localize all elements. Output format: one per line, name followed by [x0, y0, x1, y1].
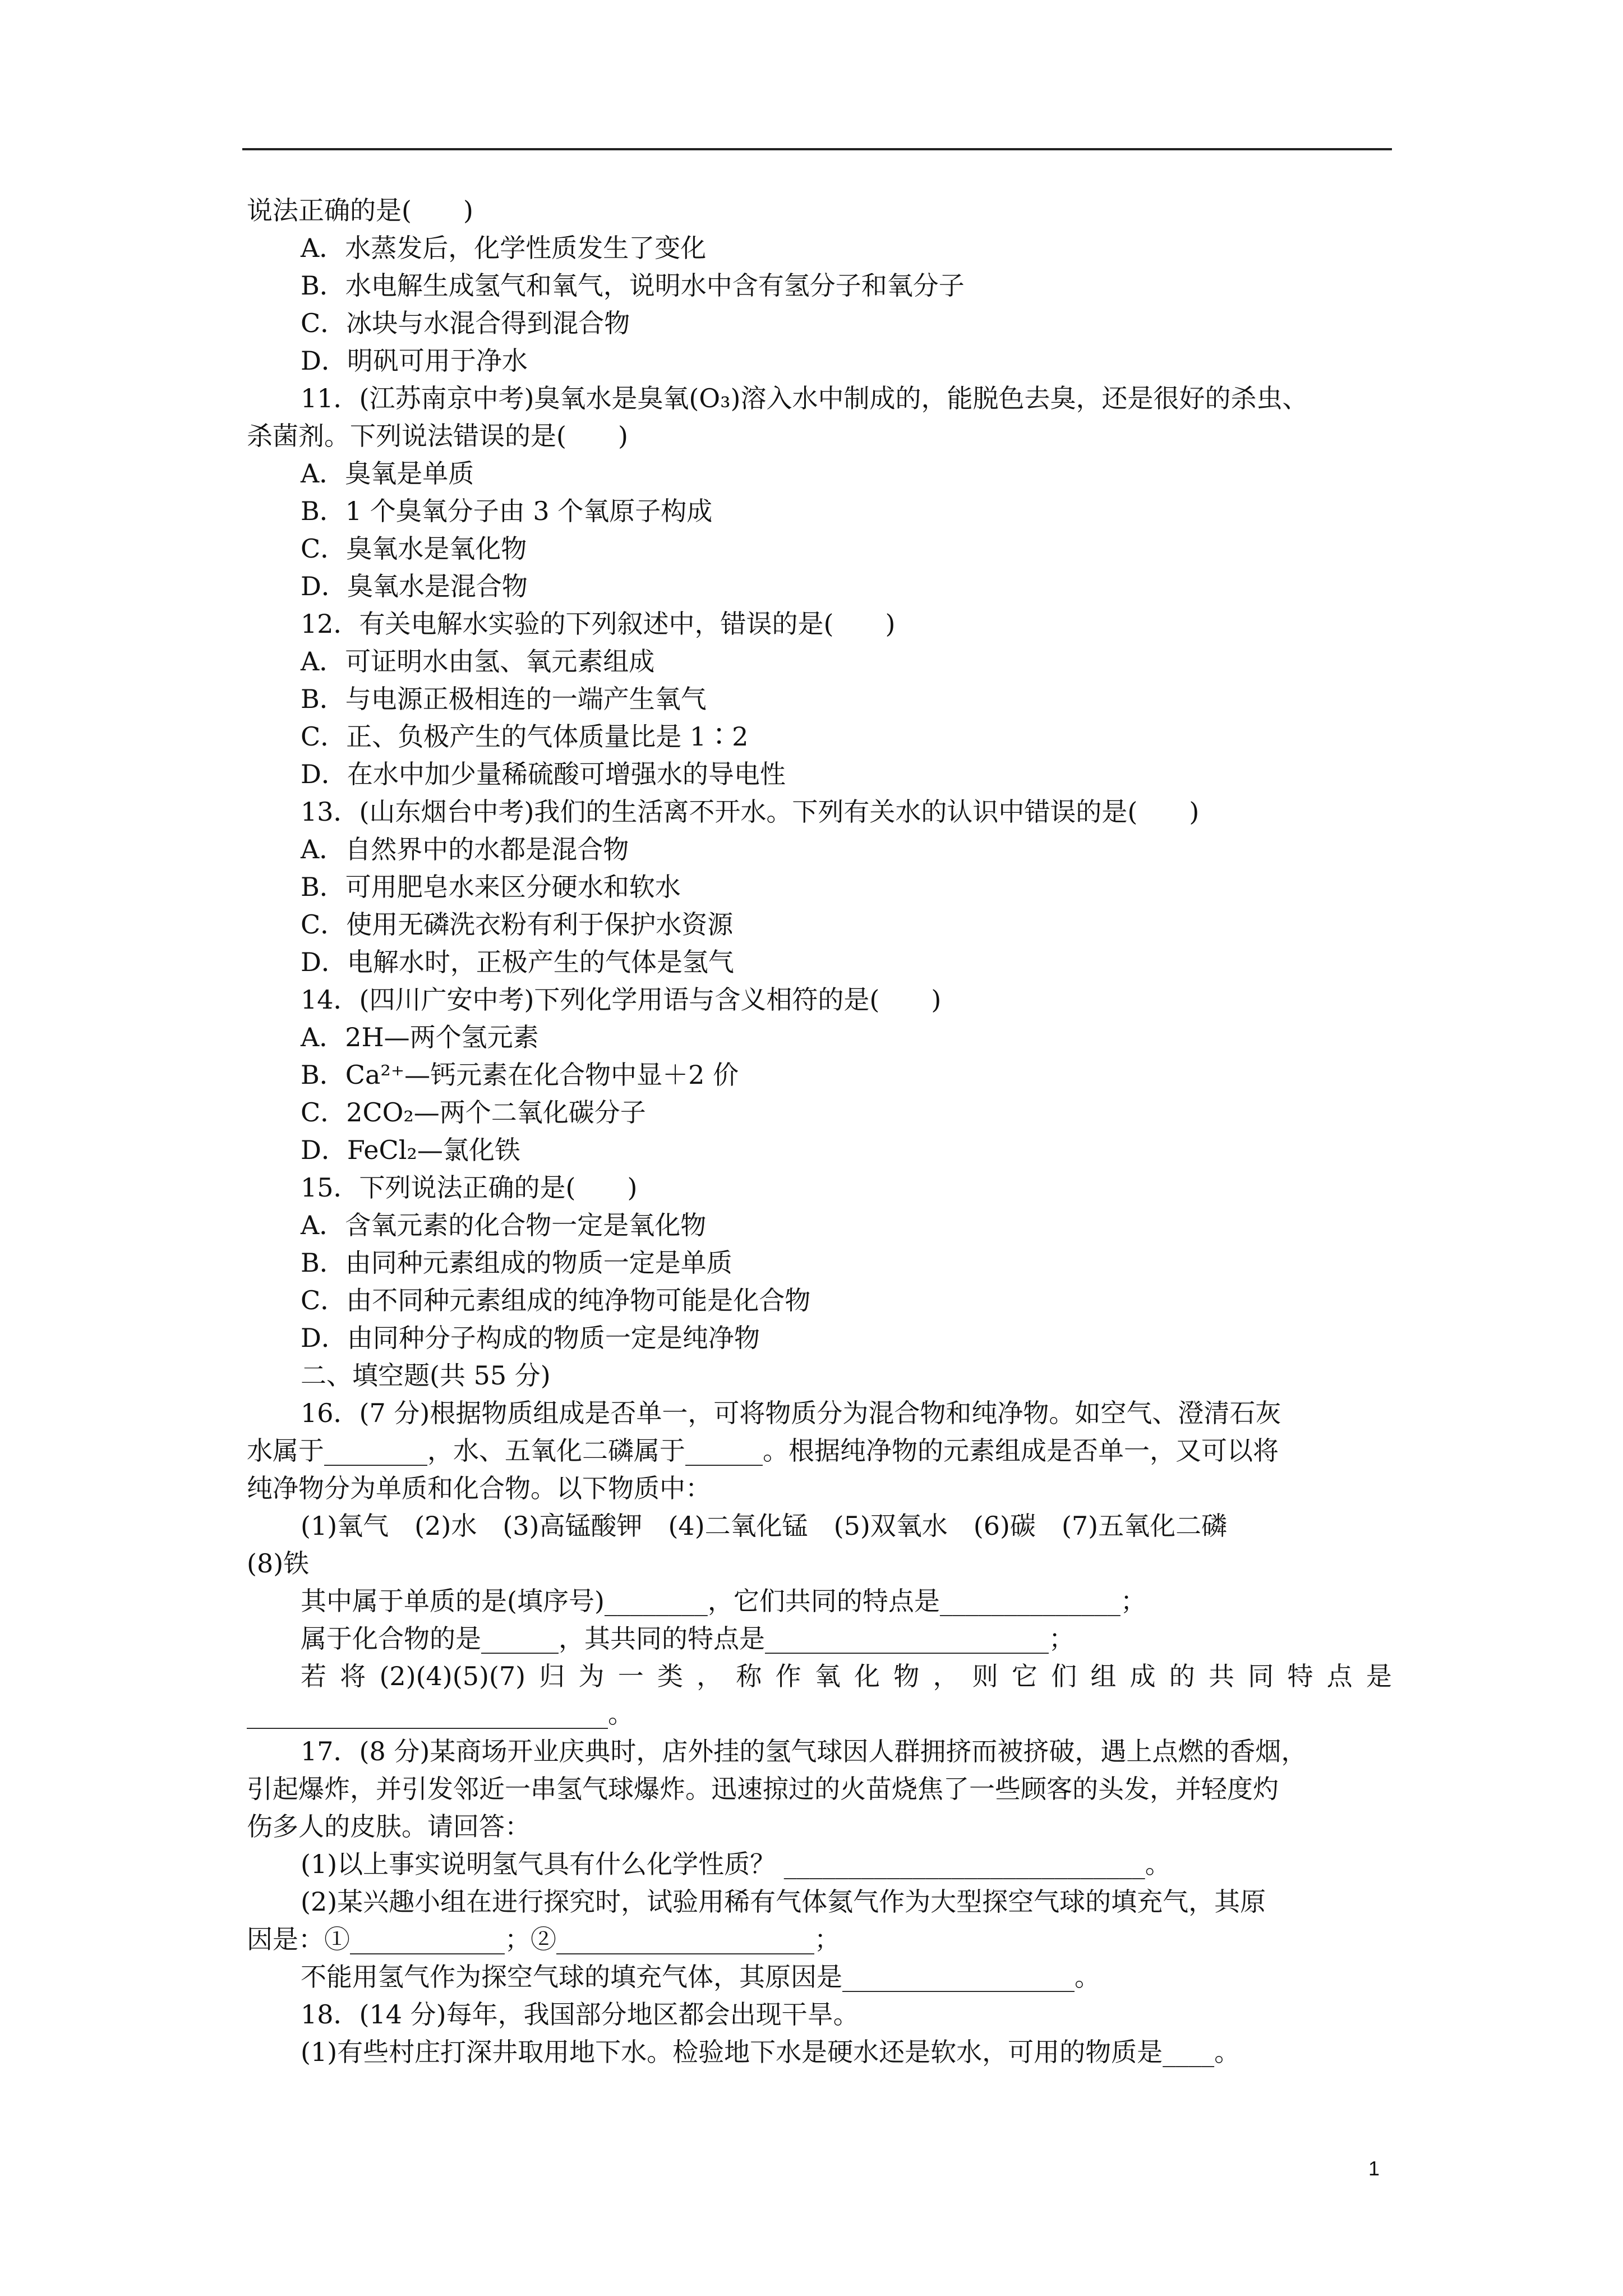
- justified-piece: 若: [301, 1661, 326, 1691]
- text-line: D．FeCl₂—氯化铁: [301, 1135, 520, 1165]
- page-number: 1: [1368, 2157, 1380, 2180]
- text-line: B．Ca²⁺—钙元素在化合物中显＋2 价: [301, 1060, 739, 1090]
- text-line: 14．(四川广安中考)下列化学用语与含义相符的是( ): [301, 984, 942, 1015]
- text-line: A．水蒸发后，化学性质发生了变化: [301, 233, 707, 263]
- text-line: C．正、负极产生的气体质量比是 1∶2: [301, 721, 749, 752]
- text-line: 不能用氢气作为探空气球的填充气体，其原因是__________________。: [301, 1962, 1100, 1992]
- justified-piece: 则: [972, 1661, 998, 1691]
- text-line: 其中属于单质的是(填序号)________，它们共同的特点是______________；: [301, 1586, 1146, 1616]
- text-line: A．自然界中的水都是混合物: [301, 834, 629, 864]
- justified-piece: 称: [736, 1661, 762, 1691]
- justified-piece: 它: [1011, 1661, 1038, 1691]
- text-line: 引起爆炸，并引发邻近一串氢气球爆炸。迅速掠过的火苗烧焦了一些顾客的头发，并轻度灼: [247, 1774, 1279, 1804]
- text-line: 属于化合物的是______，其共同的特点是______________________；: [301, 1623, 1075, 1654]
- text-line: (1)氧气 (2)水 (3)高锰酸钾 (4)二氧化锰 (5)双氧水 (6)碳 (7)五氧化二磷: [301, 1511, 1228, 1541]
- text-line: A．臭氧是单质: [301, 458, 474, 489]
- justified-piece: 特: [1287, 1661, 1313, 1691]
- justified-piece: ，: [697, 1661, 723, 1691]
- text-line: 二、填空题(共 55 分): [301, 1360, 551, 1391]
- text-line: C．由不同种元素组成的纯净物可能是化合物: [301, 1285, 811, 1315]
- text-line: C．使用无磷洗衣粉有利于保护水资源: [301, 909, 734, 940]
- header-rule: [242, 148, 1392, 150]
- text-line: 伤多人的皮肤。请回答：: [247, 1811, 531, 1842]
- text-line: 说法正确的是( ): [247, 195, 473, 226]
- text-line: A．可证明水由氢、氧元素组成: [301, 646, 655, 677]
- text-line: B．可用肥皂水来区分硬水和软水: [301, 872, 681, 902]
- text-line: 纯净物分为单质和化合物。以下物质中：: [247, 1473, 711, 1503]
- text-line: (1)有些村庄打深井取用地下水。检验地下水是硬水还是软水，可用的物质是____。: [301, 2037, 1241, 2067]
- text-line: 16．(7 分)根据物质组成是否单一，可将物质分为混合物和纯净物。如空气、澄清石灰: [301, 1398, 1281, 1428]
- text-line: ____________________________。: [247, 1699, 634, 1729]
- text-line: 12．有关电解水实验的下列叙述中，错误的是( ): [301, 609, 896, 639]
- text-line: 18．(14 分)每年，我国部分地区都会出现干旱。: [301, 1999, 859, 2030]
- text-line: C．臭氧水是氧化物: [301, 533, 527, 564]
- justified-piece: 的: [1169, 1661, 1195, 1691]
- justified-piece: (2)(4)(5)(7): [379, 1661, 526, 1691]
- text-line: 水属于________，水、五氧化二磷属于______。根据纯净物的元素组成是否单一，又可以将: [247, 1435, 1279, 1466]
- text-line: B．水电解生成氢气和氧气，说明水中含有氢分子和氧分子: [301, 270, 965, 301]
- justified-piece: ，: [933, 1661, 959, 1691]
- justified-piece: 物: [893, 1661, 920, 1691]
- text-line: 杀菌剂。下列说法错误的是( ): [247, 421, 628, 451]
- justified-piece: 一: [617, 1661, 644, 1691]
- text-line: (8)铁: [247, 1548, 310, 1579]
- text-line: A．2H—两个氢元素: [301, 1022, 539, 1052]
- text-line: B．与电源正极相连的一端产生氧气: [301, 684, 707, 714]
- text-line: (1)以上事实说明氢气具有什么化学性质？ ____________________________。: [301, 1849, 1171, 1879]
- text-line: B．由同种元素组成的物质一定是单质: [301, 1248, 732, 1278]
- justified-piece: 们: [1051, 1661, 1077, 1691]
- text-line: 15．下列说法正确的是( ): [301, 1172, 638, 1203]
- text-line: D．在水中加少量稀硫酸可增强水的导电性: [301, 759, 786, 789]
- text-line: 11．(江苏南京中考)臭氧水是臭氧(O₃)溶入水中制成的，能脱色去臭，还是很好的杀虫、: [301, 383, 1308, 413]
- text-line: C．冰块与水混合得到混合物: [301, 308, 630, 338]
- document-body: [247, 192, 1392, 2071]
- justified-piece: 为: [578, 1661, 605, 1691]
- justified-piece: 共: [1209, 1661, 1235, 1691]
- justified-piece: 组: [1090, 1661, 1117, 1691]
- text-line: D．由同种分子构成的物质一定是纯净物: [301, 1323, 760, 1353]
- text-line: D．明矾可用于净水: [301, 346, 528, 376]
- text-line: C．2CO₂—两个二氧化碳分子: [301, 1097, 646, 1128]
- justified-piece: 类: [657, 1661, 683, 1691]
- justified-piece: 点: [1326, 1661, 1353, 1691]
- justified-piece: 成: [1129, 1661, 1156, 1691]
- justified-piece: 是: [1366, 1661, 1392, 1691]
- justified-piece: 将: [340, 1661, 366, 1691]
- text-line: (2)某兴趣小组在进行探究时，试验用稀有气体氦气作为大型探空气球的填充气，其原: [301, 1887, 1266, 1917]
- justified-piece: 作: [775, 1661, 801, 1691]
- text-line: 17．(8 分)某商场开业庆典时，店外挂的氢气球因人群拥挤而被挤破，遇上点燃的香烟，: [301, 1736, 1307, 1766]
- justified-piece: 归: [539, 1661, 565, 1691]
- text-line: D．臭氧水是混合物: [301, 571, 528, 601]
- text-line: [247, 1658, 1392, 1695]
- text-line: B．1 个臭氧分子由 3 个氧原子构成: [301, 496, 713, 526]
- text-line: 13．(山东烟台中考)我们的生活离不开水。下列有关水的认识中错误的是( ): [301, 797, 1200, 827]
- text-line: D．电解水时，正极产生的气体是氢气: [301, 947, 734, 977]
- justified-piece: 化: [854, 1661, 880, 1691]
- text-line: 因是：①____________；②____________________；: [247, 1924, 840, 1954]
- justified-piece: 氧: [814, 1661, 841, 1691]
- justified-piece: 同: [1248, 1661, 1274, 1691]
- text-line: A．含氧元素的化合物一定是氧化物: [301, 1210, 707, 1240]
